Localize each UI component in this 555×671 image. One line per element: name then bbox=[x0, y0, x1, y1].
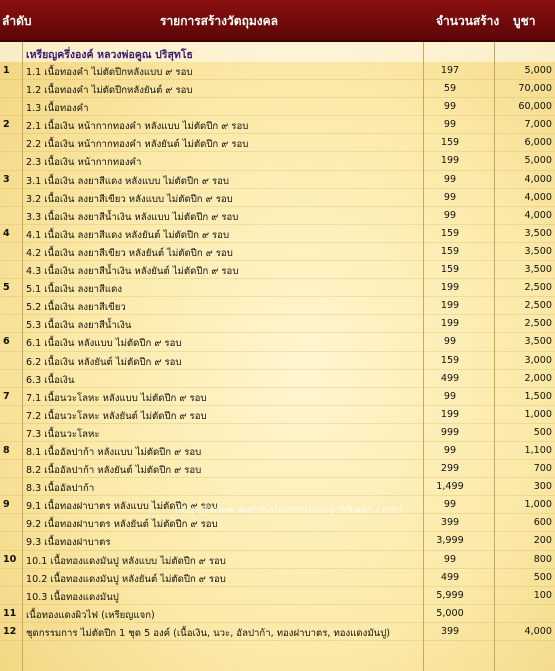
table-row bbox=[0, 207, 555, 225]
row-item: 9.3 เนื้อทองฝาบาตร bbox=[26, 537, 111, 549]
row-qty: 99 bbox=[443, 336, 457, 348]
row-price: 4,000 bbox=[524, 625, 552, 637]
row-item: 2.3 เนื้อเงิน หน้ากากทองคำ bbox=[26, 157, 142, 169]
row-price: 6,000 bbox=[524, 137, 552, 149]
row-no: 11 bbox=[3, 607, 17, 619]
table-row bbox=[0, 243, 555, 261]
row-qty: 299 bbox=[440, 463, 460, 475]
row-qty: 99 bbox=[443, 119, 457, 131]
table-row bbox=[0, 315, 555, 333]
header-price: บูชา bbox=[513, 14, 536, 28]
table-row bbox=[0, 623, 555, 641]
row-item: 1.1 เนื้อทองคำ ไม่ตัดปีกหลังแบบ ๙ รอบ bbox=[26, 67, 193, 78]
row-qty: 199 bbox=[440, 300, 460, 312]
table-row bbox=[0, 152, 555, 170]
table-row bbox=[0, 116, 555, 134]
table-row bbox=[0, 478, 555, 496]
row-qty: 159 bbox=[440, 227, 460, 239]
row-item: 1.2 เนื้อทองคำ ไม่ตัดปีกหลังยันต์ ๙ รอบ bbox=[26, 85, 193, 97]
row-price: 800 bbox=[533, 553, 552, 565]
row-item: 7.3 เนื้อนวะโลหะ bbox=[26, 428, 100, 440]
row-item: ชุดกรรมการ ไม่ตัดปีก 1 ชุด 5 องค์ (เนื้อเงิน, นวะ, อัลปาก้า, ทองฝาบาตร, ทองแดงมันปู) bbox=[26, 627, 391, 639]
row-item: เนื้อทองแดงผิวไฟ (เหรียญแจก) bbox=[26, 609, 155, 621]
table-row bbox=[0, 80, 555, 98]
row-qty: 59 bbox=[443, 83, 457, 95]
row-item: 5.1 เนื้อเงิน ลงยาสีแดง bbox=[26, 284, 123, 296]
row-price: 3,500 bbox=[524, 245, 552, 257]
row-qty: 99 bbox=[443, 553, 457, 565]
row-qty: 399 bbox=[440, 625, 460, 637]
row-item: 4.3 เนื้อเงิน ลงยาสีน้ำเงิน หลังยันต์ ไม่ตัดปีก ๙ รอบ bbox=[26, 266, 239, 278]
row-price: 300 bbox=[533, 481, 552, 493]
row-price: 3,000 bbox=[524, 354, 552, 366]
table-row bbox=[0, 370, 555, 388]
table-row bbox=[0, 514, 555, 532]
row-price: 500 bbox=[533, 426, 552, 438]
row-qty: 5,000 bbox=[436, 607, 464, 619]
row-item: 4.2 เนื้อเงิน ลงยาสีเขียว หลังยันต์ ไม่ตัดปีก ๙ รอบ bbox=[26, 247, 233, 259]
row-item: 6.3 เนื้อเงิน bbox=[26, 374, 75, 386]
row-qty: 99 bbox=[443, 499, 457, 511]
row-price: 500 bbox=[533, 571, 552, 583]
row-qty: 99 bbox=[443, 390, 457, 402]
header-qty: จำนวนสร้าง bbox=[436, 14, 500, 28]
row-qty: 159 bbox=[440, 245, 460, 257]
row-no: 9 bbox=[3, 499, 10, 511]
row-item: 8.2 เนื้ออัลปาก้า หลังยันต์ ไม่ตัดปีก ๙ รอบ bbox=[26, 465, 202, 477]
table-row bbox=[0, 551, 555, 569]
row-price: 4,000 bbox=[524, 191, 552, 203]
row-item: 5.3 เนื้อเงิน ลงยาสีน้ำเงิน bbox=[26, 320, 132, 332]
row-qty: 5,999 bbox=[436, 589, 464, 601]
row-no: 4 bbox=[3, 227, 10, 239]
row-price: 1,500 bbox=[524, 390, 552, 402]
row-price: 1,000 bbox=[524, 408, 552, 420]
row-price: 100 bbox=[533, 589, 552, 601]
row-no: 10 bbox=[3, 553, 17, 565]
row-price: 7,000 bbox=[524, 119, 552, 131]
row-item: 3.3 เนื้อเงิน ลงยาสีน้ำเงิน หลังแบบ ไม่ตัดปีก ๙ รอบ bbox=[26, 211, 239, 223]
table-header bbox=[0, 0, 555, 42]
row-item: 8.3 เนื้ออัลปาก้า bbox=[26, 483, 95, 495]
row-qty: 199 bbox=[440, 408, 460, 420]
section-title-band bbox=[0, 42, 555, 62]
row-no: 12 bbox=[3, 625, 17, 637]
header-item: รายการสร้างวัตถุมงคล bbox=[160, 14, 278, 28]
row-price: 3,500 bbox=[524, 336, 552, 348]
row-price: 700 bbox=[533, 463, 552, 475]
row-price: 4,000 bbox=[524, 209, 552, 221]
table-row bbox=[0, 333, 555, 351]
row-qty: 199 bbox=[440, 318, 460, 330]
row-price: 70,000 bbox=[518, 83, 552, 95]
table-row bbox=[0, 134, 555, 152]
row-item: 10.1 เนื้อทองแดงมันปู หลังแบบ ไม่ตัดปีก ๙ รอบ bbox=[26, 555, 226, 567]
section-title: เหรียญครึ่งองค์ หลวงพ่อคูณ ปริสุทโธ bbox=[26, 49, 193, 61]
row-qty: 499 bbox=[440, 372, 460, 384]
table-row bbox=[0, 532, 555, 550]
row-price: 4,000 bbox=[524, 173, 552, 185]
row-qty: 999 bbox=[440, 426, 460, 438]
row-price: 60,000 bbox=[518, 101, 552, 113]
table-row bbox=[0, 62, 555, 80]
row-item: 10.2 เนื้อทองแดงมันปู หลังยันต์ ไม่ตัดปีก ๙ รอบ bbox=[26, 573, 226, 585]
row-item: 2.1 เนื้อเงิน หน้ากากทองคำ หลังแบบ ไม่ตัดปีก ๙ รอบ bbox=[26, 121, 249, 133]
row-qty: 199 bbox=[440, 155, 460, 167]
table-body bbox=[0, 62, 555, 641]
row-no: 5 bbox=[3, 282, 10, 294]
table-row bbox=[0, 189, 555, 207]
table-row bbox=[0, 460, 555, 478]
table-row bbox=[0, 442, 555, 460]
table-row bbox=[0, 279, 555, 297]
row-qty: 159 bbox=[440, 354, 460, 366]
row-price: 2,000 bbox=[524, 372, 552, 384]
row-price: 1,000 bbox=[524, 499, 552, 511]
row-item: 1.3 เนื้อทองคำ bbox=[26, 103, 89, 115]
row-qty: 499 bbox=[440, 571, 460, 583]
row-qty: 1,499 bbox=[436, 481, 464, 493]
row-price: 200 bbox=[533, 535, 552, 547]
row-item: 10.3 เนื้อทองแดงมันปู bbox=[26, 591, 119, 603]
row-item: 6.1 เนื้อเงิน หลังแบบ ไม่ตัดปีก ๙ รอบ bbox=[26, 338, 182, 350]
row-qty: 99 bbox=[443, 191, 457, 203]
row-no: 6 bbox=[3, 336, 10, 348]
row-qty: 3,999 bbox=[436, 535, 464, 547]
row-item: 5.2 เนื้อเงิน ลงยาสีเขียว bbox=[26, 302, 126, 314]
row-item: 2.2 เนื้อเงิน หน้ากากทองคำ หลังยันต์ ไม่ตัดปีก ๙ รอบ bbox=[26, 139, 249, 151]
table-row bbox=[0, 98, 555, 116]
row-qty: 159 bbox=[440, 137, 460, 149]
row-item: 9.2 เนื้อทองฝาบาตร หลังยันต์ ไม่ตัดปีก ๙ รอบ bbox=[26, 519, 218, 531]
row-price: 5,000 bbox=[524, 65, 552, 76]
table-row bbox=[0, 569, 555, 587]
row-qty: 99 bbox=[443, 209, 457, 221]
row-price: 1,100 bbox=[524, 444, 552, 456]
row-qty: 99 bbox=[443, 101, 457, 113]
row-no: 7 bbox=[3, 390, 10, 402]
row-price: 2,500 bbox=[524, 282, 552, 294]
row-item: 3.1 เนื้อเงิน ลงยาสีแดง หลังแบบ ไม่ตัดปีก ๙ รอบ bbox=[26, 175, 229, 187]
row-price: 5,000 bbox=[524, 155, 552, 167]
watermark-url: http://www.watmainonmuang.99wat.com/ bbox=[175, 505, 404, 516]
row-no: 8 bbox=[3, 444, 10, 456]
row-qty: 159 bbox=[440, 264, 460, 276]
row-price: 3,500 bbox=[524, 227, 552, 239]
row-qty: 197 bbox=[440, 65, 460, 76]
table-row bbox=[0, 406, 555, 424]
table-row bbox=[0, 171, 555, 189]
header-no: ลำดับ bbox=[2, 14, 32, 28]
row-item: 7.2 เนื้อนวะโลหะ หลังยันต์ ไม่ตัดปีก ๙ รอบ bbox=[26, 410, 207, 422]
table-row bbox=[0, 424, 555, 442]
row-qty: 399 bbox=[440, 517, 460, 529]
table-row bbox=[0, 605, 555, 623]
row-item: 8.1 เนื้ออัลปาก้า หลังแบบ ไม่ตัดปีก ๙ รอบ bbox=[26, 446, 202, 458]
row-item: 4.1 เนื้อเงิน ลงยาสีแดง หลังยันต์ ไม่ตัดปีก ๙ รอบ bbox=[26, 229, 230, 241]
row-no: 2 bbox=[3, 119, 10, 131]
table-row bbox=[0, 587, 555, 605]
row-qty: 199 bbox=[440, 282, 460, 294]
row-no: 1 bbox=[3, 65, 10, 76]
table-row bbox=[0, 352, 555, 370]
table-row bbox=[0, 225, 555, 243]
row-price: 3,500 bbox=[524, 264, 552, 276]
row-item: 9.1 เนื้อทองฝาบาตร หลังแบบ ไม่ตัดปีก ๙ รอบ bbox=[26, 501, 218, 513]
row-item: 6.2 เนื้อเงิน หลังยันต์ ไม่ตัดปีก ๙ รอบ bbox=[26, 356, 182, 368]
row-qty: 99 bbox=[443, 173, 457, 185]
row-item: 7.1 เนื้อนวะโลหะ หลังแบบ ไม่ตัดปีก ๙ รอบ bbox=[26, 392, 207, 404]
row-price: 600 bbox=[533, 517, 552, 529]
row-price: 2,500 bbox=[524, 300, 552, 312]
table-row bbox=[0, 388, 555, 406]
table-row bbox=[0, 261, 555, 279]
row-price: 2,500 bbox=[524, 318, 552, 330]
row-no: 3 bbox=[3, 173, 10, 185]
table-row bbox=[0, 297, 555, 315]
row-item: 3.2 เนื้อเงิน ลงยาสีเขียว หลังแบบ ไม่ตัดปีก ๙ รอบ bbox=[26, 193, 233, 205]
row-qty: 99 bbox=[443, 444, 457, 456]
